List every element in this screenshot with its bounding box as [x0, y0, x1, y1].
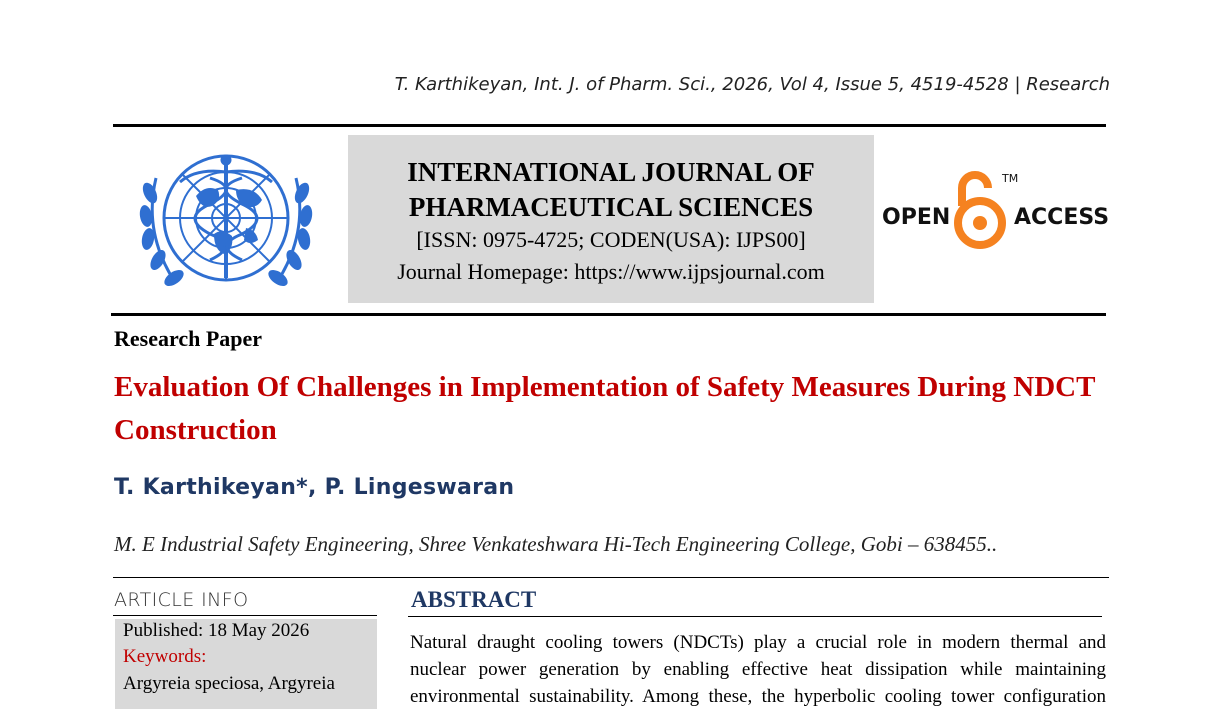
- header-bottom-rule: [111, 313, 1106, 316]
- abstract-rule: [408, 616, 1102, 617]
- abstract-line: nuclear power generation by enabling effective heat dissipation while maintaining: [410, 659, 1106, 680]
- abstract-body: [410, 629, 1106, 710]
- abstract-line: environmental sustainability. Among these, the hyperbolic cooling tower configuration: [410, 686, 1106, 707]
- article-info-box: [115, 619, 377, 709]
- article-info-heading: ARTICLE INFO: [114, 589, 249, 611]
- journal-issn: [ISSN: 0975-4725; CODEN(USA): IJPS00]: [416, 227, 806, 252]
- open-access-lock-icon: [973, 216, 987, 230]
- open-access-word2: ACCESS: [1014, 205, 1110, 230]
- abstract-line: Natural draught cooling towers (NDCTs) play a crucial role in modern thermal and: [410, 632, 1106, 653]
- article-info-rule: [113, 615, 377, 616]
- paper-type: Research Paper: [114, 326, 263, 351]
- open-access-word1: OPEN: [882, 205, 951, 230]
- keywords-label: Keywords:: [123, 646, 207, 667]
- citation-header: T. Karthikeyan, Int. J. of Pharm. Sci., 2026, Vol 4, Issue 5, 4519-4528 | Research: [394, 74, 1110, 95]
- journal-title-line2: PHARMACEUTICAL SCIENCES: [408, 192, 814, 222]
- journal-homepage: Journal Homepage: https://www.ijpsjournal.com: [397, 259, 825, 284]
- section-divider: [113, 577, 1109, 578]
- affiliation: M. E Industrial Safety Engineering, Shree Venkateshwara Hi-Tech Engineering College, Gobi – 638455..: [114, 532, 998, 556]
- keywords-list: Argyreia speciosa, Argyreia: [123, 673, 335, 694]
- trademark-mark: TM: [1002, 172, 1019, 185]
- top-rule: [113, 124, 1106, 127]
- published-date: Published: 18 May 2026: [123, 620, 310, 641]
- paper-title: Evaluation Of Challenges in Implementation of Safety Measures During NDCT Construction: [114, 371, 1095, 446]
- authors: T. Karthikeyan*, P. Lingeswaran: [114, 475, 515, 500]
- journal-title-box: [348, 135, 874, 303]
- journal-emblem-icon: [126, 138, 326, 308]
- journal-title-line1: INTERNATIONAL JOURNAL OF: [407, 157, 815, 187]
- abstract-heading: ABSTRACT: [411, 587, 537, 612]
- open-access-logo: [880, 166, 1110, 252]
